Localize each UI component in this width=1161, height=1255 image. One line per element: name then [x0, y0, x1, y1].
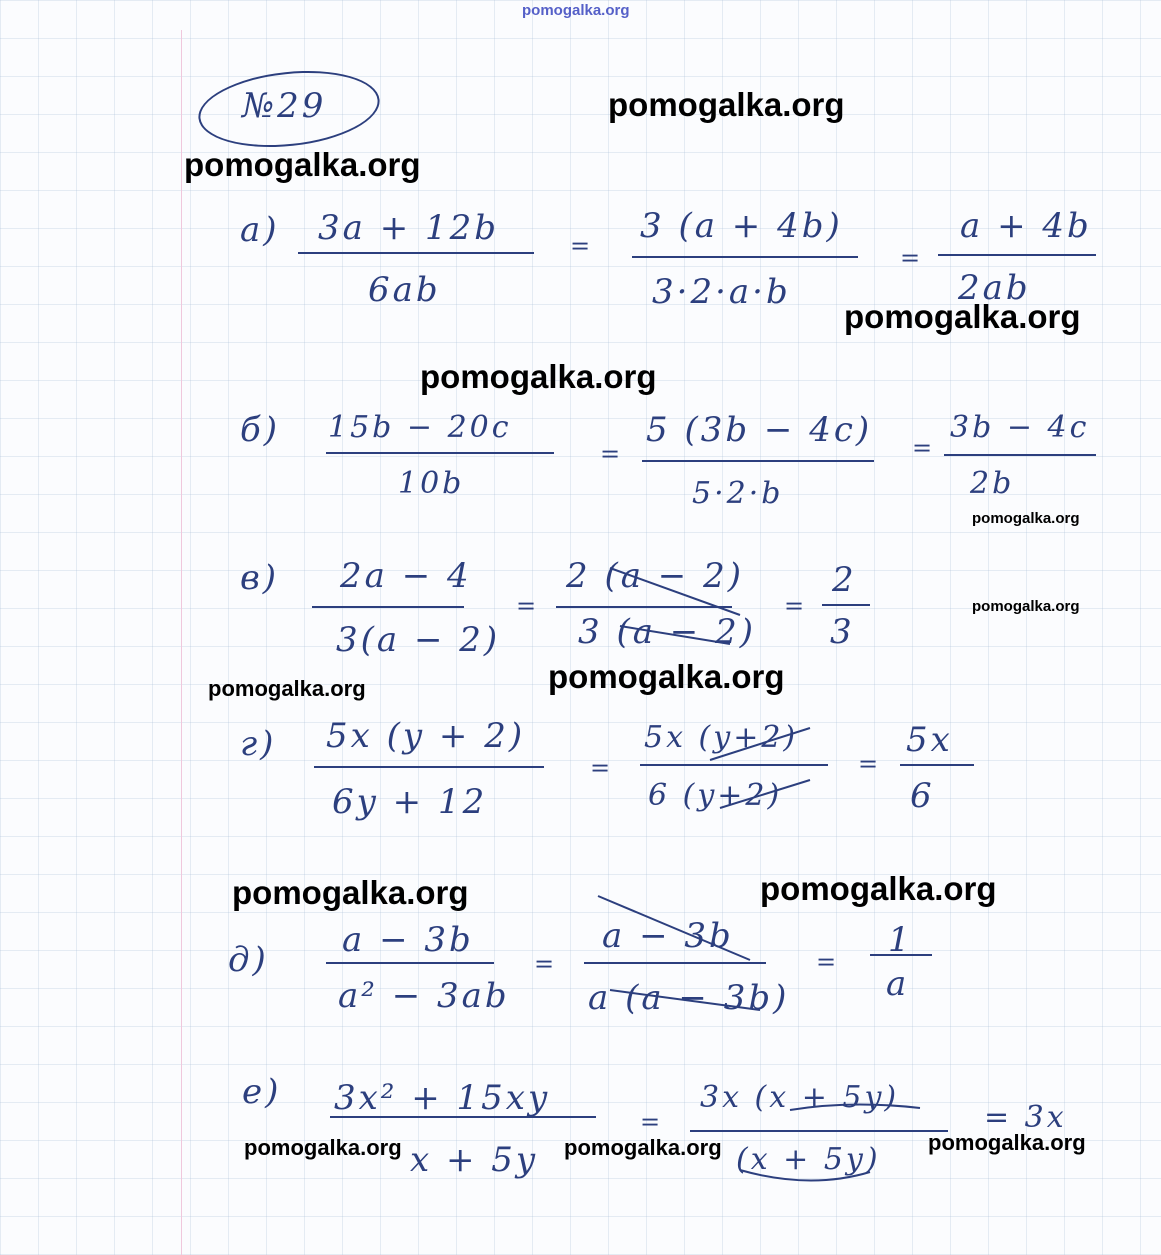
equals-sign: = — [570, 232, 591, 260]
watermark: pomogalka.org — [184, 146, 421, 183]
equals-sign: = — [858, 750, 879, 778]
frac-v-1-numerator: 2a − 4 — [340, 556, 472, 596]
frac-d-3-numerator: 1 — [888, 920, 913, 960]
frac-b-2-numerator: 5 (3b − 4c) — [646, 410, 873, 450]
equals-sign: = — [816, 948, 837, 976]
frac-g-3-numerator: 5x — [906, 720, 953, 760]
frac-g-1-denominator: 6y + 12 — [332, 782, 488, 822]
frac-d-3-denominator: a — [886, 964, 910, 1004]
frac-b-2-bar — [642, 460, 874, 462]
item-label-b: б) — [240, 410, 281, 450]
frac-d-1-numerator: a − 3b — [342, 920, 474, 960]
margin-line — [181, 30, 182, 1255]
frac-v-2-numerator: 2 (a − 2) — [566, 556, 744, 596]
watermark: pomogalka.org — [208, 676, 366, 701]
frac-b-2-denominator: 5·2·b — [692, 476, 784, 511]
watermark: pomogalka.org — [844, 298, 1081, 335]
equals-sign: = — [516, 592, 537, 620]
frac-d-2-denominator: a (a − 3b) — [588, 978, 790, 1018]
frac-g-3-bar — [900, 764, 974, 766]
frac-e-1-numerator: 3x² + 15xy — [334, 1078, 551, 1118]
site-link[interactable]: pomogalka.org — [522, 2, 630, 19]
watermark: pomogalka.org — [972, 510, 1080, 527]
strike-through-mark — [690, 720, 830, 820]
item-label-a: а) — [240, 210, 280, 250]
frac-b-1-denominator: 10b — [398, 466, 465, 501]
strike-through-mark — [780, 1080, 940, 1200]
frac-a-1-bar — [298, 252, 534, 254]
equals-sign: = — [600, 440, 621, 468]
watermark: pomogalka.org — [564, 1135, 722, 1160]
equals-sign: = — [590, 754, 611, 782]
frac-d-2-numerator: a − 3b — [602, 916, 734, 956]
frac-e-result: = 3x — [984, 1100, 1067, 1135]
frac-g-2-denominator: 6 (y+2) — [648, 778, 783, 813]
frac-e-1-bar — [330, 1116, 596, 1118]
watermark: pomogalka.org — [608, 86, 845, 123]
frac-b-1-bar — [326, 452, 554, 454]
strike-through-mark — [590, 890, 770, 1030]
watermark: pomogalka.org — [972, 598, 1080, 615]
watermark: pomogalka.org — [244, 1135, 402, 1160]
frac-v-3-bar — [822, 604, 870, 606]
frac-a-3-denominator: 2ab — [958, 268, 1031, 308]
frac-a-1-denominator: 6ab — [368, 270, 441, 310]
frac-a-2-numerator: 3 (a + 4b) — [640, 206, 843, 246]
frac-b-3-denominator: 2b — [970, 466, 1015, 501]
frac-g-3-denominator: 6 — [910, 776, 935, 816]
frac-a-3-bar — [938, 254, 1096, 256]
watermark: pomogalka.org — [420, 358, 657, 395]
frac-b-3-numerator: 3b − 4c — [950, 410, 1090, 445]
equals-sign: = — [640, 1108, 661, 1136]
frac-a-2-bar — [632, 256, 858, 258]
item-label-g: г) — [240, 724, 277, 764]
frac-a-2-denominator: 3·2·a·b — [652, 272, 791, 312]
watermark: pomogalka.org — [928, 1130, 1086, 1155]
frac-e-1-denominator: x + 5y — [410, 1140, 539, 1180]
item-label-d: д) — [228, 940, 269, 980]
frac-g-1-bar — [314, 766, 544, 768]
equals-sign: = — [534, 950, 555, 978]
strike-through-mark — [600, 560, 750, 650]
frac-b-1-numerator: 15b − 20c — [328, 410, 512, 445]
watermark: pomogalka.org — [232, 874, 469, 911]
watermark: pomogalka.org — [548, 658, 785, 695]
equals-sign: = — [784, 592, 805, 620]
problem-number: №29 — [242, 86, 327, 126]
equals-sign: = — [912, 434, 933, 462]
frac-e-2-numerator: 3x (x + 5y) — [700, 1080, 900, 1115]
frac-v-1-denominator: 3(a − 2) — [336, 620, 501, 660]
equals-sign: = — [900, 244, 921, 272]
item-label-v: в) — [240, 558, 280, 598]
frac-d-1-denominator: a² − 3ab — [338, 976, 510, 1016]
item-label-e: е) — [242, 1072, 282, 1112]
frac-g-1-numerator: 5x (y + 2) — [326, 716, 526, 756]
frac-g-2-numerator: 5x (y+2) — [644, 720, 799, 755]
frac-b-3-bar — [944, 454, 1096, 456]
frac-d-1-bar — [326, 962, 494, 964]
watermark: pomogalka.org — [760, 870, 997, 907]
frac-v-3-numerator: 2 — [832, 560, 857, 600]
frac-d-3-bar — [870, 954, 932, 956]
frac-v-3-denominator: 3 — [830, 612, 855, 652]
frac-v-2-denominator: 3 (a − 2) — [578, 612, 756, 652]
frac-a-3-numerator: a + 4b — [960, 206, 1092, 246]
frac-e-2-denominator: (x + 5y) — [736, 1142, 881, 1177]
frac-v-1-bar — [312, 606, 464, 608]
frac-a-1-numerator: 3a + 12b — [318, 208, 500, 248]
